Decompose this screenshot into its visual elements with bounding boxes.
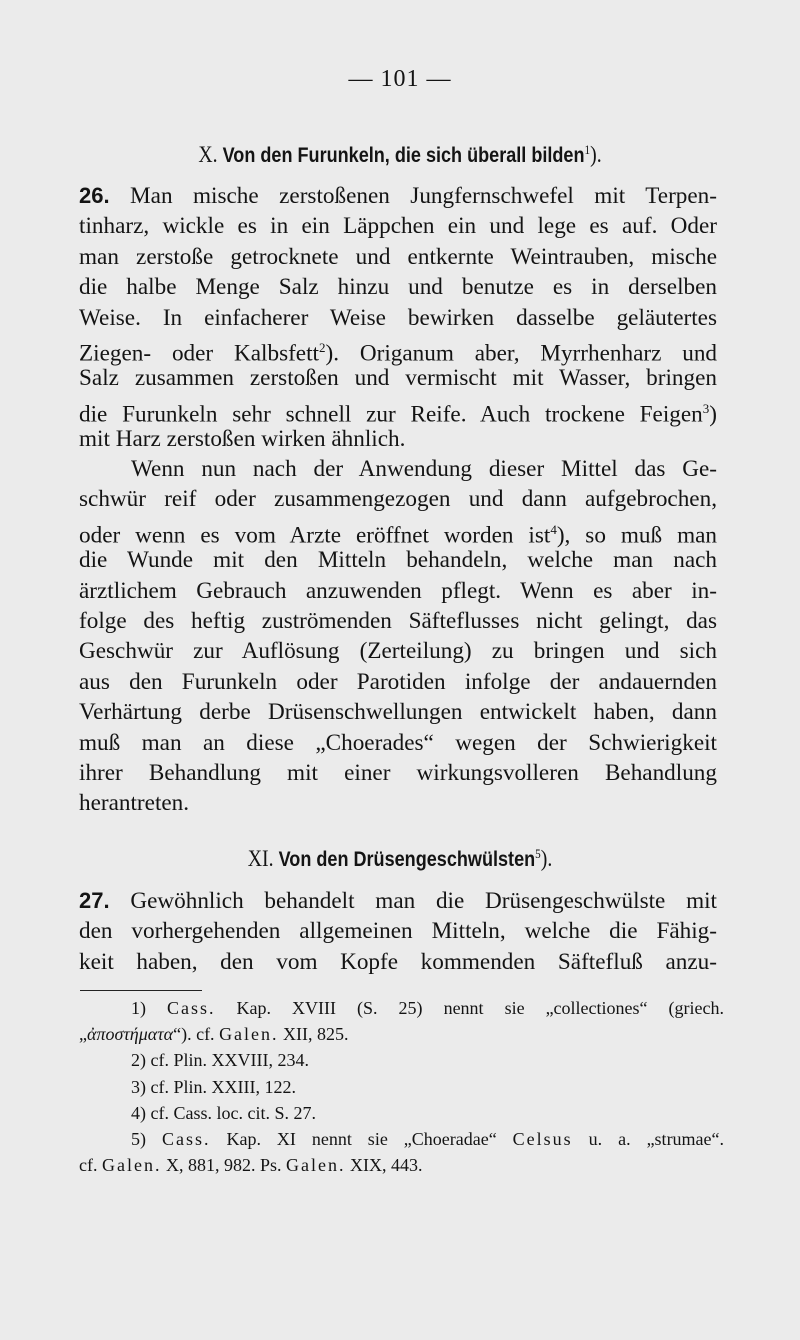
section-heading-11: XI. Von den Drüsengeschwülsten$^5$). <box>247 846 553 871</box>
footnote-1-continued: „ἀποστήματα“). cf. Galen. XII, 825. <box>79 1024 349 1045</box>
footnote-divider <box>80 990 202 991</box>
paragraph-number: 26. <box>79 183 110 208</box>
text-line: Salz zusammen zerstoßen und vermischt mit Wasser, bringen <box>79 365 717 392</box>
section-roman-numeral: XI. <box>247 846 274 871</box>
text-line: Verhärtung derbe Drüsenschwellungen entwickelt haben, dann <box>79 699 717 726</box>
footnote-ref: 5 <box>535 846 541 861</box>
text-line: man zerstoße getrocknete und entkernte Weintrauben, mische <box>79 243 717 270</box>
greek-term: ἀποστήματα <box>87 1024 174 1045</box>
footnote-ref: 1 <box>584 142 591 157</box>
footnote-1: 1) Cass. Kap. XVIII (S. 25) nennt sie „collectiones“ (griech. <box>131 998 724 1018</box>
footnote-ref: 2 <box>319 339 326 355</box>
text-line: keit haben, den vom Kopfe kommenden Säftefluß anzu- <box>79 948 717 975</box>
text-line: ärztlichem Gebrauch anzuwenden pflegt. Wenn es aber in- <box>79 577 717 604</box>
paragraph-continuation <box>79 454 717 819</box>
text-line: Ziegen- oder Kalbsfett$^2$). Origanum aber, Myrrhenharz und <box>79 339 718 367</box>
text-line: Geschwür zur Auflösung (Zerteilung) zu bringen und sich <box>79 638 717 665</box>
text-line: Weise. In einfacherer Weise bewirken dasselbe geläutertes <box>79 304 717 331</box>
footnote-4: 4) cf. Cass. loc. cit. S. 27. <box>131 1102 316 1123</box>
footnotes <box>79 995 724 1178</box>
paragraph-27 <box>79 886 717 977</box>
text-line: ihrer Behandlung mit einer wirkungsvolleren Behandlung <box>79 759 717 786</box>
text-line: herantreten. <box>79 790 190 817</box>
footnote-5-continued: cf. Galen. X, 881, 982. Ps. Galen. XIX, 443. <box>79 1155 423 1176</box>
footnote-ref: 3 <box>702 400 710 416</box>
footnote-3: 3) cf. Plin. XXIII, 122. <box>131 1076 296 1097</box>
text-line: oder wenn es vom Arzte eröffnet worden ist$^4$), so muß man <box>79 521 717 549</box>
text-line: folge des heftig zuströmenden Säfteflusses nicht gelingt, das <box>79 607 717 634</box>
page-number: — 101 — <box>348 66 452 92</box>
text-line: 27. Gewöhnlich behandelt man die Drüsengeschwülste mit <box>79 888 717 914</box>
footnote-2: 2) cf. Plin. XXVIII, 234. <box>131 1050 309 1071</box>
section-title: Von den Drüsengeschwülsten <box>278 848 536 871</box>
text-line: die halbe Menge Salz hinzu und benutze es in derselben <box>79 274 717 301</box>
section-heading-10: X. Von den Furunkeln, die sich überall bilden$^1$). <box>198 142 602 167</box>
text-line: die Furunkeln sehr schnell zur Reife. Auch trockene Feigen$^3$) <box>79 400 717 428</box>
text-line: aus den Furunkeln oder Parotiden infolge der andauernden <box>79 668 717 695</box>
section-title: Von den Furunkeln, die sich überall bilden <box>222 144 585 167</box>
text-line: muß man an diese „Choerades“ wegen der Schwierigkeit <box>79 729 717 756</box>
footnote-5: 5) Cass. Kap. XI nennt sie „Choeradae“ Celsus u. a. „strumae“. <box>131 1129 725 1150</box>
text-line: Wenn nun nach der Anwendung dieser Mittel das Ge- <box>131 456 717 482</box>
paragraph-number: 27. <box>79 888 110 913</box>
text-line: die Wunde mit den Mitteln behandeln, welche man nach <box>79 547 717 574</box>
section-roman-numeral: X. <box>198 142 218 167</box>
text-line: mit Harz zerstoßen wirken ähnlich. <box>79 426 406 453</box>
text-line: den vorhergehenden allgemeinen Mitteln, welche die Fähig- <box>79 918 717 945</box>
footnote-ref: 4 <box>550 521 557 537</box>
text-line: schwür reif oder zusammengezogen und dann aufgebrochen, <box>79 486 717 513</box>
paragraph-26 <box>79 181 717 455</box>
text-line: 26. Man mische zerstoßenen Jungfernschwefel mit Terpen- <box>79 183 717 209</box>
text-line: tinharz, wickle es in ein Läppchen ein und lege es auf. Oder <box>79 213 717 240</box>
